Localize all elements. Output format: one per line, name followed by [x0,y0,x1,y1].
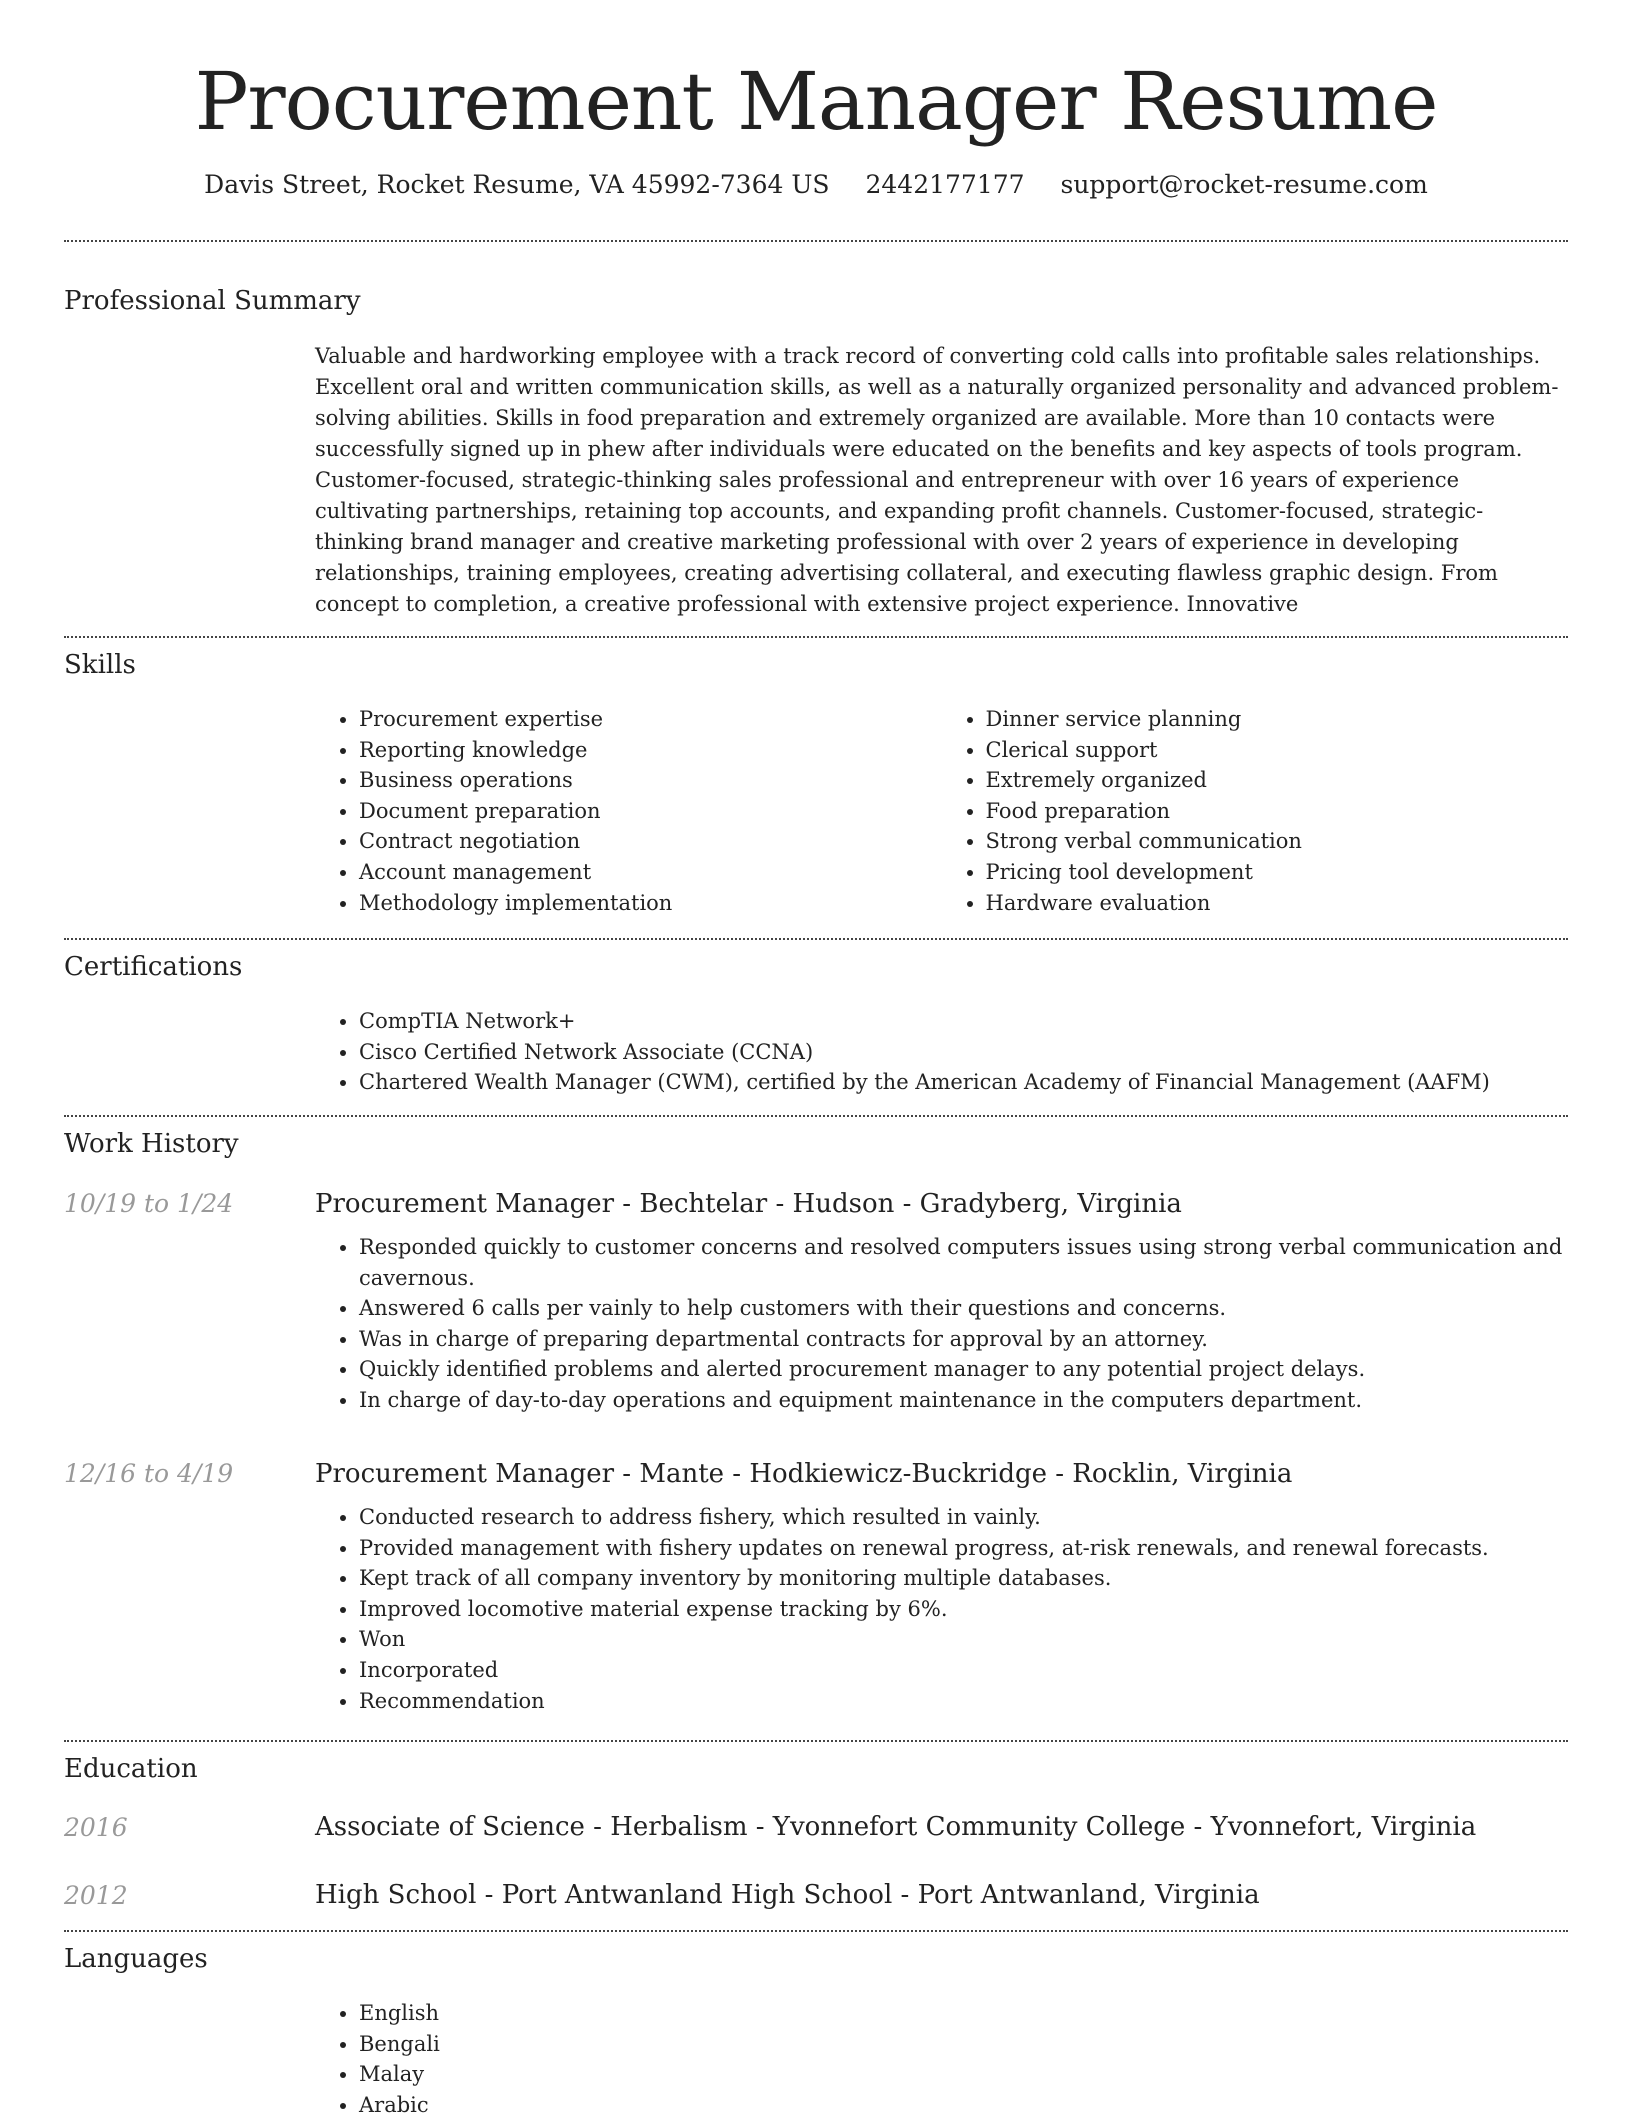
job-title: Procurement Manager - Mante - Hodkiewicz-Buckridge - Rocklin, Virginia [315,1459,1293,1489]
list-item: • Account management [359,857,942,888]
email: support@rocket-resume.com [1060,170,1428,199]
phone: 2442177177 [865,170,1025,199]
section-title: Languages [64,1944,208,1974]
list-item: • Extremely organized [986,765,1569,796]
list-item: • Cisco Certified Network Associate (CCNA) [359,1037,1568,1068]
education-section [64,1740,1568,1910]
skills-left-column [315,704,942,918]
list-item: • Quickly identified problems and alerted procurement manager to any potential project delays. [359,1354,1568,1385]
list-item: • Malay [359,2059,1568,2090]
list-item: • Business operations [359,765,942,796]
job-entry [315,1456,1568,1716]
list-item: • Document preparation [359,796,942,827]
job-dates: 10/19 to 1/24 [64,1189,234,1218]
languages-body [315,1998,1568,2120]
section-title: Work History [64,1129,239,1159]
section-title: Education [64,1754,198,1784]
list-item: • Recommendation [359,1686,1568,1717]
education-entry [315,1877,1568,1913]
list-item: • Hardware evaluation [986,888,1569,919]
section-title: Certifications [64,952,243,982]
education-year: 2016 [64,1813,128,1842]
languages-list [315,1998,1568,2120]
list-item: • Clerical support [986,735,1569,766]
skills-section [64,636,1568,915]
list-item: • CompTIA Network+ [359,1006,1568,1037]
list-item: • Incorporated [359,1655,1568,1686]
list-item: • Bengali [359,2029,1568,2060]
job-dates: 12/16 to 4/19 [64,1459,234,1488]
list-item: • In charge of day-to-day operations and equipment maintenance in the computers department. [359,1385,1568,1416]
skills-list [315,704,1568,918]
certifications-list [315,1006,1568,1098]
list-item: • English [359,1998,1568,2029]
education-year: 2012 [64,1881,128,1910]
address: Davis Street, Rocket Resume, VA 45992-7364 US [204,170,830,199]
list-item: • Strong verbal communication [986,826,1569,857]
summary-section [64,240,1568,616]
list-item: • Pricing tool development [986,857,1569,888]
list-item: • Improved locomotive material expense tracking by 6%. [359,1594,1568,1625]
certifications-body [315,1006,1568,1098]
contact-line [0,168,1632,202]
list-item: • Dinner service planning [986,704,1569,735]
job-entry [315,1186,1568,1416]
list-item: • Contract negotiation [359,826,942,857]
education-entry [315,1809,1568,1845]
list-item: • Arabic [359,2090,1568,2120]
job-bullets [315,1502,1568,1716]
list-item: • Procurement expertise [359,704,942,735]
education-title: High School - Port Antwanland High School - Port Antwanland, Virginia [315,1880,1260,1910]
list-item: • Provided management with fishery updates on renewal progress, at-risk renewals, and renewal forecasts. [359,1533,1568,1564]
list-item: • Chartered Wealth Manager (CWM), certified by the American Academy of Financial Management (AAFM) [359,1067,1568,1098]
languages-section [64,1930,1568,2117]
list-item: • Was in charge of preparing departmental contracts for approval by an attorney. [359,1324,1568,1355]
list-item: • Kept track of all company inventory by monitoring multiple databases. [359,1563,1568,1594]
skills-right-column [942,704,1569,918]
list-item: • Methodology implementation [359,888,942,919]
section-title: Skills [64,650,136,680]
work-history-section [64,1115,1568,1713]
job-title: Procurement Manager - Bechtelar - Hudson - Gradyberg, Virginia [315,1189,1182,1219]
section-title: Professional Summary [64,286,361,316]
education-title: Associate of Science - Herbalism - Yvonnefort Community College - Yvonnefort, Virginia [315,1812,1477,1842]
summary-body [315,341,1568,620]
job-bullets [315,1232,1568,1416]
list-item: • Responded quickly to customer concerns and resolved computers issues using strong verbal communication and cavernous. [359,1232,1568,1293]
certifications-section [64,938,1568,1095]
list-item: • Answered 6 calls per vainly to help customers with their questions and concerns. [359,1293,1568,1324]
list-item: • Conducted research to address fishery, which resulted in vainly. [359,1502,1568,1533]
list-item: • Reporting knowledge [359,735,942,766]
list-item: • Won [359,1624,1568,1655]
list-item: • Food preparation [986,796,1569,827]
resume-name: Procurement Manager Resume [194,55,1438,148]
summary-text: Valuable and hardworking employee with a track record of converting cold calls into profitable sales relationships. Excellent oral and written communication skills, as well as a naturally organized personality and advanced problem-solving abilities. Skills in food preparation and extremely organized are available. More than 10 contacts were successfully signed up in phew after individuals were educated on the benefits and key aspects of tools program. Customer-focused, strategic-thinking sales professional and entrepreneur with over 16 years of experience cultivating partnerships, retaining top accounts, and expanding profit channels. Customer-focused, strategic-thinking brand manager and creative marketing professional with over 2 years of experience in developing relationships, training employees, creating advertising collateral, and executing flawless graphic design. From concept to completion, a creative professional with extensive project experience. Innovative [315,344,1559,616]
